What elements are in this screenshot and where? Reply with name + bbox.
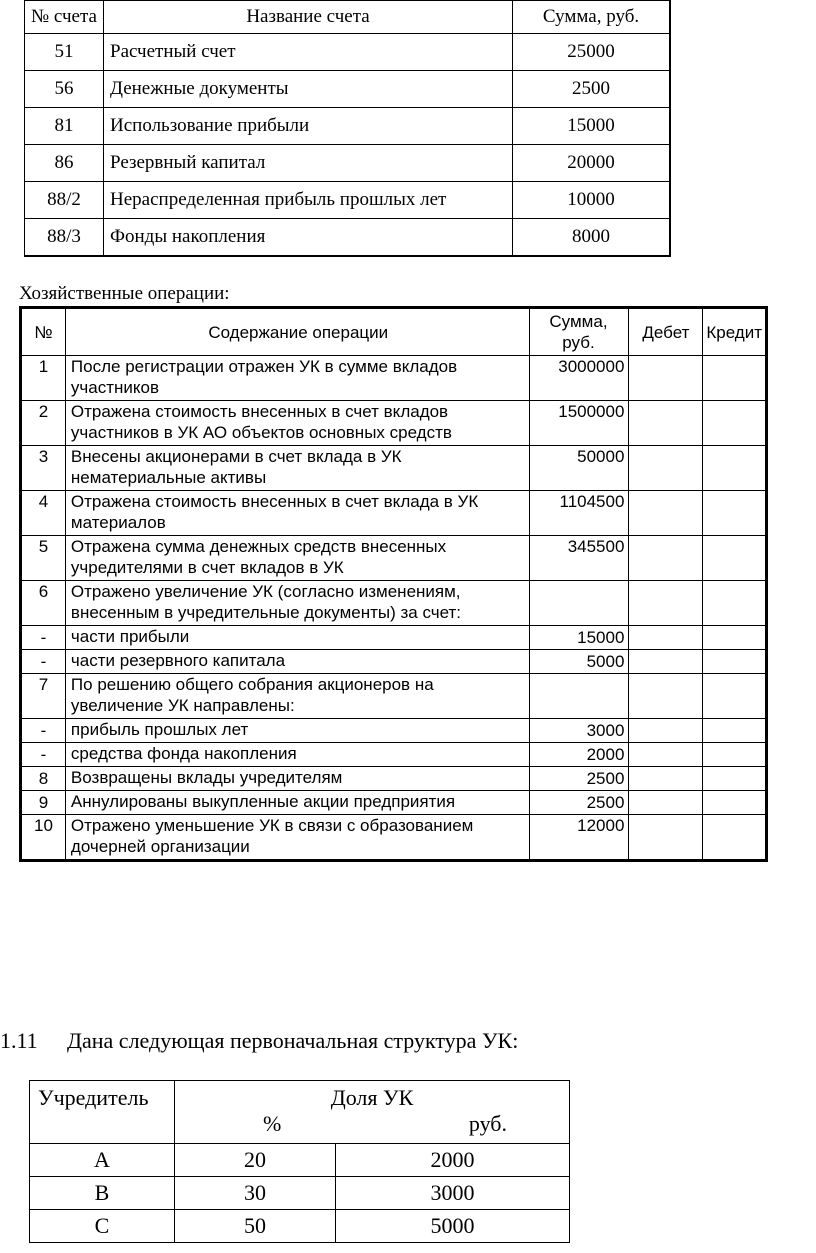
account-sum: 8000 — [513, 219, 671, 257]
op-credit-cell — [703, 626, 767, 650]
account-name: Расчетный счет — [104, 34, 513, 71]
header-account-name: Название счета — [104, 1, 513, 34]
table-row — [21, 767, 767, 791]
header-share-cell — [175, 1081, 570, 1144]
table-row — [21, 626, 767, 650]
op-number: 2 — [21, 401, 66, 446]
op-number: 4 — [21, 491, 66, 536]
op-sum: 2000 — [529, 743, 629, 767]
op-number: - — [21, 743, 66, 767]
op-number: 5 — [21, 536, 66, 581]
op-credit-cell — [703, 815, 767, 861]
op-credit-cell — [703, 767, 767, 791]
operations-caption: Хозяйственные операции: — [19, 283, 230, 304]
account-sum: 2500 — [513, 71, 671, 108]
founder-name: В — [30, 1177, 175, 1210]
op-sum: 5000 — [529, 650, 629, 674]
op-sum: 12000 — [529, 815, 629, 861]
founder-percent: 30 — [175, 1177, 336, 1210]
account-sum: 25000 — [513, 34, 671, 71]
op-number: 1 — [21, 356, 66, 401]
table-row — [30, 1210, 570, 1243]
accounts-table — [24, 0, 671, 257]
accounts-header-row — [25, 1, 671, 34]
account-name: Денежные документы — [104, 71, 513, 108]
header-op-sum — [529, 308, 629, 356]
account-sum: 20000 — [513, 145, 671, 182]
op-credit-cell — [703, 446, 767, 491]
op-number: 3 — [21, 446, 66, 491]
section-number: 1.11 — [0, 1028, 38, 1053]
op-debit-cell — [629, 401, 703, 446]
account-number: 86 — [25, 145, 104, 182]
op-credit-cell — [703, 743, 767, 767]
operations-header-row — [21, 308, 767, 356]
op-sum: 3000000 — [529, 356, 629, 401]
op-number: 6 — [21, 581, 66, 626]
account-number: 88/3 — [25, 219, 104, 257]
table-row — [25, 219, 671, 257]
op-credit-cell — [703, 581, 767, 626]
op-number: 7 — [21, 674, 66, 719]
op-number: 10 — [21, 815, 66, 861]
account-number: 81 — [25, 108, 104, 145]
op-debit-cell — [629, 356, 703, 401]
account-number: 88/2 — [25, 182, 104, 219]
op-number: - — [21, 650, 66, 674]
table-row — [25, 71, 671, 108]
account-name: Резервный капитал — [104, 145, 513, 182]
table-row — [21, 491, 767, 536]
section-text: Дана следующая первоначальная структура УК: — [67, 1028, 519, 1053]
table-row — [21, 536, 767, 581]
op-debit-cell — [629, 491, 703, 536]
account-sum: 15000 — [513, 108, 671, 145]
op-sum: 1500000 — [529, 401, 629, 446]
op-debit-cell — [629, 815, 703, 861]
op-text: прибыль прошлых лет — [65, 719, 529, 743]
op-sum: 2500 — [529, 791, 629, 815]
op-credit-cell — [703, 650, 767, 674]
op-debit-cell — [629, 446, 703, 491]
op-credit-cell — [703, 356, 767, 401]
op-sum: 345500 — [529, 536, 629, 581]
header-op-debit: Дебет — [629, 308, 703, 356]
account-name: Нераспределенная прибыль прошлых лет — [104, 182, 513, 219]
table-row — [25, 34, 671, 71]
table-row — [30, 1177, 570, 1210]
op-text: Отражена сумма денежных средств внесенных учредителями в счет вкладов в УК — [65, 536, 529, 581]
founder-name: С — [30, 1210, 175, 1243]
table-row — [21, 719, 767, 743]
header-percent: % — [263, 1111, 282, 1136]
op-credit-cell — [703, 674, 767, 719]
op-text: Отражена стоимость внесенных в счет вклада в УК материалов — [65, 491, 529, 536]
op-text: части резервного капитала — [65, 650, 529, 674]
table-row — [30, 1144, 570, 1177]
op-text: Возвращены вклады учредителям — [65, 767, 529, 791]
header-op-sum-line1: Сумма, — [549, 312, 608, 331]
account-number: 56 — [25, 71, 104, 108]
founder-rub: 2000 — [336, 1144, 570, 1177]
op-debit-cell — [629, 674, 703, 719]
op-credit-cell — [703, 401, 767, 446]
op-number: 9 — [21, 791, 66, 815]
op-text: После регистрации отражен УК в сумме вкладов участников — [65, 356, 529, 401]
op-debit-cell — [629, 626, 703, 650]
table-row — [21, 674, 767, 719]
op-text: По решению общего собрания акционеров на увеличение УК направлены: — [65, 674, 529, 719]
op-debit-cell — [629, 791, 703, 815]
table-row — [21, 791, 767, 815]
table-row — [21, 743, 767, 767]
op-credit-cell — [703, 491, 767, 536]
op-sum: 2500 — [529, 767, 629, 791]
op-text: Аннулированы выкупленные акции предприятия — [65, 791, 529, 815]
operations-table — [19, 306, 768, 862]
header-founder: Учредитель — [30, 1081, 175, 1144]
header-op-number: № — [21, 308, 66, 356]
account-number: 51 — [25, 34, 104, 71]
header-op-credit: Кредит — [703, 308, 767, 356]
op-debit-cell — [629, 536, 703, 581]
founder-rub: 5000 — [336, 1210, 570, 1243]
header-account-sum: Сумма, руб. — [513, 1, 671, 34]
table-row — [21, 401, 767, 446]
op-credit-cell — [703, 791, 767, 815]
op-credit-cell — [703, 536, 767, 581]
header-op-sum-line2: руб. — [562, 333, 595, 352]
op-number: - — [21, 719, 66, 743]
op-debit-cell — [629, 743, 703, 767]
founder-percent: 20 — [175, 1144, 336, 1177]
table-row — [21, 446, 767, 491]
op-credit-cell — [703, 719, 767, 743]
op-text: Отражено увеличение УК (согласно изменениям, внесенным в учредительные документы) за счет: — [65, 581, 529, 626]
op-debit-cell — [629, 719, 703, 743]
op-text: Отражено уменьшение УК в связи с образованием дочерней организации — [65, 815, 529, 861]
op-number: 8 — [21, 767, 66, 791]
op-sum: 15000 — [529, 626, 629, 650]
table-row — [21, 581, 767, 626]
account-name: Использование прибыли — [104, 108, 513, 145]
op-debit-cell — [629, 581, 703, 626]
table-row — [21, 650, 767, 674]
op-text: Отражена стоимость внесенных в счет вкладов участников в УК АО объектов основных средств — [65, 401, 529, 446]
op-sum — [529, 581, 629, 626]
table-row — [21, 356, 767, 401]
account-name: Фонды накопления — [104, 219, 513, 257]
founders-header-row — [30, 1081, 570, 1144]
account-sum: 10000 — [513, 182, 671, 219]
table-row — [25, 145, 671, 182]
table-row — [21, 815, 767, 861]
header-share: Доля УК — [330, 1085, 414, 1110]
op-sum: 1104500 — [529, 491, 629, 536]
founders-table — [29, 1080, 570, 1243]
op-sum: 3000 — [529, 719, 629, 743]
table-row — [25, 182, 671, 219]
header-account-number: № счета — [25, 1, 104, 34]
header-rub: руб. — [468, 1111, 507, 1136]
founder-name: А — [30, 1144, 175, 1177]
op-sum — [529, 674, 629, 719]
table-row — [25, 108, 671, 145]
op-debit-cell — [629, 650, 703, 674]
op-text: Внесены акционерами в счет вклада в УК нематериальные активы — [65, 446, 529, 491]
op-number: - — [21, 626, 66, 650]
op-sum: 50000 — [529, 446, 629, 491]
header-op-content: Содержание операции — [65, 308, 529, 356]
op-text: части прибыли — [65, 626, 529, 650]
founder-rub: 3000 — [336, 1177, 570, 1210]
founder-percent: 50 — [175, 1210, 336, 1243]
op-debit-cell — [629, 767, 703, 791]
op-text: средства фонда накопления — [65, 743, 529, 767]
